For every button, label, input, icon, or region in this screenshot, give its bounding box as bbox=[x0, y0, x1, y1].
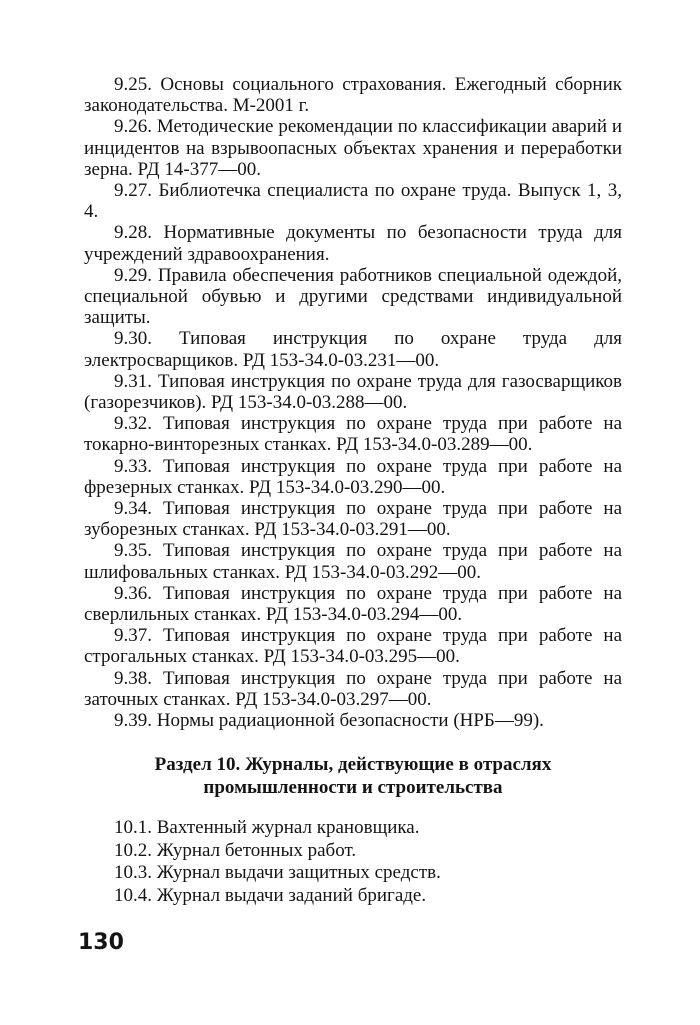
list-item bbox=[84, 413, 622, 455]
item-number: 10.4. bbox=[114, 884, 152, 906]
list-item bbox=[84, 116, 622, 180]
item-number: 10.1. bbox=[114, 817, 152, 838]
item-text: Типовая инструкция по охране труда при работе на зуборезных станках. РД 153-34.0-03.291—00. bbox=[84, 498, 622, 541]
list-item bbox=[84, 668, 622, 710]
item-number: 9.31. bbox=[114, 370, 152, 392]
list-item bbox=[84, 180, 622, 222]
item-text: Основы социального страхования. Ежегодный сборник законодательства. М-2001 г. bbox=[84, 74, 623, 117]
item-text: Типовая инструкция по охране труда для электросварщиков. РД 153-34.0-03.231—00. bbox=[84, 328, 623, 371]
item-number: 9.26. bbox=[114, 116, 152, 138]
item-text: Журнал выдачи защитных средств. bbox=[156, 862, 441, 883]
item-text: Журнал бетонных работ. bbox=[156, 839, 357, 861]
list-item bbox=[84, 74, 622, 116]
section-heading-line2: промышленности и строительства bbox=[203, 777, 503, 798]
page-number: 130 bbox=[78, 930, 124, 955]
item-number: 9.37. bbox=[114, 625, 152, 647]
item-number: 9.33. bbox=[114, 455, 152, 477]
list-item bbox=[84, 265, 622, 329]
list-item bbox=[114, 840, 622, 863]
item-text: Библиотечка специалиста по охране труда. Выпуск 1, 3, 4. bbox=[84, 180, 623, 223]
item-text: Методические рекомендации по классификации аварий и инцидентов на взрывоопасных объектах хранения и переработки зерна. РД 14-377—00. bbox=[84, 116, 623, 180]
list-item bbox=[84, 540, 622, 582]
item-number: 9.36. bbox=[114, 582, 152, 604]
item-text: Типовая инструкция по охране труда при работе на токарно-винторезных станках. РД 153-34.0-03.289—00. bbox=[84, 413, 622, 456]
item-number: 9.34. bbox=[114, 498, 152, 520]
list-item bbox=[84, 583, 622, 625]
item-number: 9.25. bbox=[114, 74, 152, 95]
list-item bbox=[84, 625, 622, 667]
item-text: Типовая инструкция по охране труда при работе на заточных станках. РД 153-34.0-03.297—00. bbox=[84, 667, 622, 710]
section-heading-line1: Раздел 10. Журналы, действующие в отраслях bbox=[154, 754, 552, 775]
item-text: Типовая инструкция по охране труда при работе на сверлильных станках. РД 153-34.0-03.294—00. bbox=[84, 582, 622, 626]
list-item bbox=[84, 498, 622, 540]
item-number: 9.30. bbox=[114, 328, 152, 350]
item-number: 9.32. bbox=[114, 413, 152, 435]
list-item bbox=[114, 885, 622, 908]
item-text: Правила обеспечения работников специальной одеждой, специальной обувью и другими средствами индивидуальной защиты. bbox=[84, 264, 623, 329]
section-heading bbox=[84, 753, 622, 799]
list-item bbox=[114, 862, 622, 885]
item-text: Типовая инструкция по охране труда при работе на фрезерных станках. РД 153-34.0-03.290—00. bbox=[84, 455, 622, 498]
list-item bbox=[84, 710, 622, 731]
item-text: Журнал выдачи заданий бригаде. bbox=[156, 884, 427, 906]
item-text: Типовая инструкция по охране труда при работе на строгальных станках. РД 153-34.0-03.295—00. bbox=[84, 625, 622, 668]
list-item bbox=[84, 222, 622, 264]
item-text: Типовая инструкция по охране труда для газосварщиков (газорезчиков). РД 153-34.0-03.288—00. bbox=[84, 370, 622, 414]
list-item bbox=[84, 371, 622, 413]
item-text: Типовая инструкция по охране труда при работе на шлифовальных станках. РД 153-34.0-03.292—00. bbox=[84, 540, 622, 583]
item-number: 9.29. bbox=[114, 264, 152, 286]
journal-list bbox=[114, 817, 622, 907]
list-item bbox=[84, 328, 622, 370]
item-text: Нормативные документы по безопасности труда для учреждений здравоохранения. bbox=[84, 222, 623, 265]
item-text: Нормы радиационной безопасности (НРБ—99). bbox=[156, 710, 544, 732]
item-text: Вахтенный журнал крановщика. bbox=[156, 817, 420, 838]
list-item bbox=[84, 456, 622, 498]
item-number: 10.2. bbox=[114, 839, 152, 861]
item-number: 9.38. bbox=[114, 667, 152, 689]
reference-list bbox=[84, 74, 622, 731]
list-item bbox=[114, 817, 622, 840]
item-number: 9.27. bbox=[114, 180, 152, 202]
item-number: 10.3. bbox=[114, 862, 152, 883]
item-number: 9.28. bbox=[114, 222, 152, 244]
item-number: 9.39. bbox=[114, 710, 152, 732]
item-number: 9.35. bbox=[114, 540, 152, 562]
